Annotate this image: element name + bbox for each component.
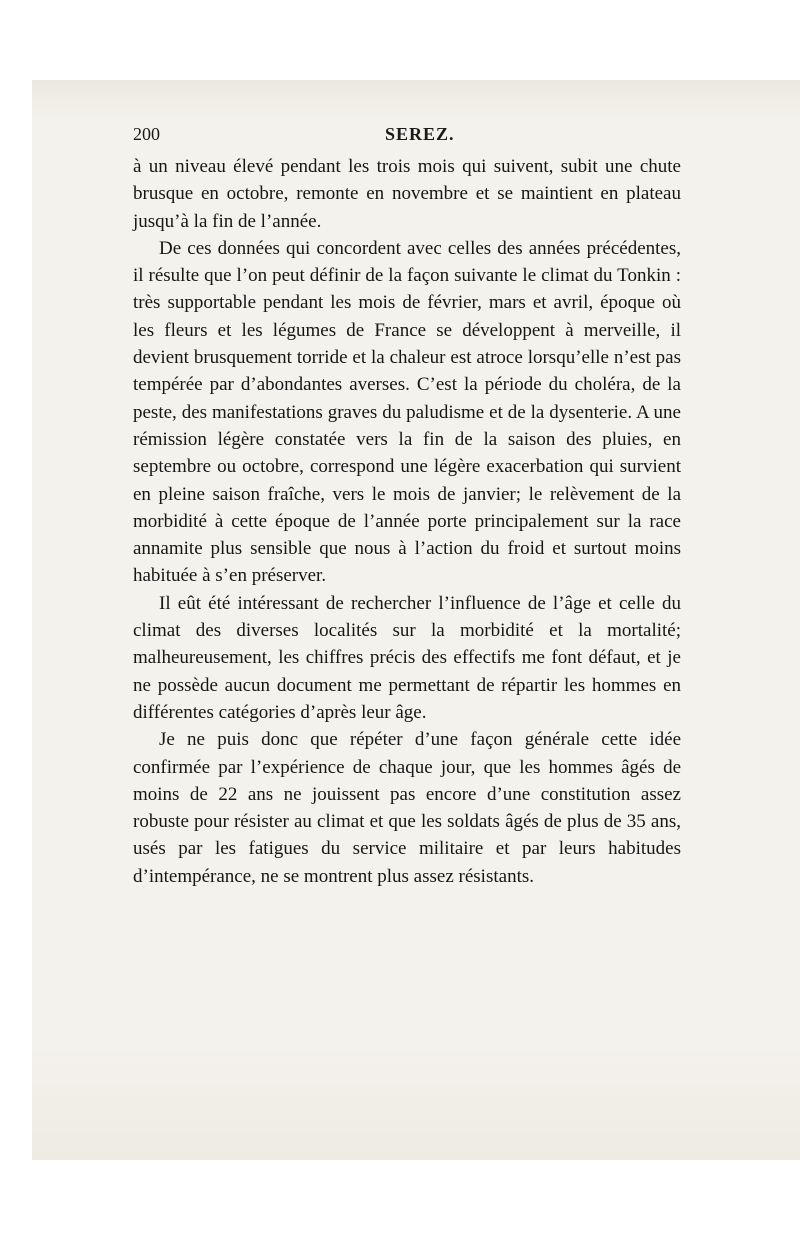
paragraph-3: Il eût été intéressant de rechercher l’influence de l’âge et celle du climat des diverses localités sur la morbidité et la mortalité; malheureusement, les chiffres précis des effectifs me font défaut, et je ne possède aucun document me permettant de répartir les hommes en différentes catégories d’après leur âge. bbox=[133, 592, 681, 723]
running-title: SEREZ. bbox=[385, 124, 455, 144]
paragraph-2: De ces données qui concordent avec celles des années précédentes, il résulte que l’on peut définir de la façon suivante le climat du Tonkin : très supportable pendant les mois de février, mars et avril, époque où les fleurs et les légumes de France se développent à merveille, il devient brusquement torride et la chaleur est atroce lorsqu’elle n’est pas tempérée par d’abondantes averses. C’est la période du choléra, de la peste, des manifestations graves du paludisme et de la dysenterie. A une rémission légère constatée vers la fin de la saison des pluies, en septembre ou octobre, correspond une légère exacerbation qui survient en pleine saison fraîche, vers le mois de janvier; le relèvement de la morbidité à cette époque de l’année porte principalement sur la race annamite plus sensible que nous à l’action du froid et surtout moins habituée à s’en préserver. bbox=[133, 237, 681, 587]
paper-shade-top bbox=[32, 80, 800, 120]
paper-shade-bottom bbox=[32, 1040, 800, 1160]
body-text bbox=[133, 153, 681, 890]
paragraph-1: à un niveau élevé pendant les trois mois qui suivent, subit une chute brusque en octobre, remonte en novembre et se maintient en plateau jusqu’à la fin de l’année. bbox=[133, 156, 681, 232]
paragraph-4: Je ne puis donc que répéter d’une façon générale cette idée confirmée par l’expérience de chaque jour, que les hommes âgés de moins de 22 ans ne jouissent pas encore d’une constitution assez robuste pour résister au climat et que les soldats âgés de plus de 35 ans, usés par les fatigues du service militaire et par leurs habitudes d’intempérance, ne se montrent plus assez résistants. bbox=[133, 729, 681, 887]
running-head bbox=[133, 124, 681, 148]
page-number: 200 bbox=[133, 124, 160, 144]
